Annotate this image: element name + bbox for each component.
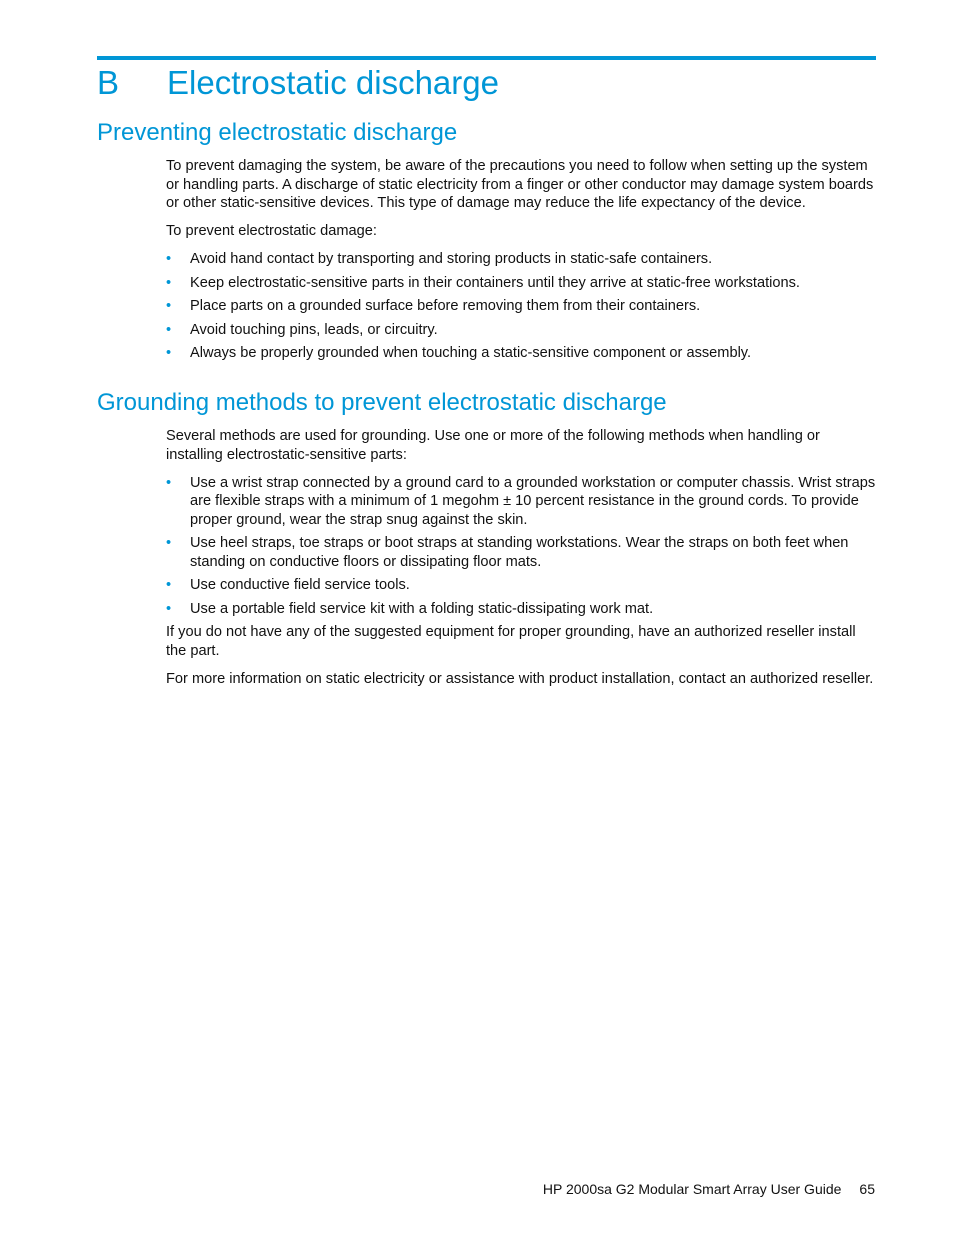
bullet-icon: • xyxy=(166,251,172,268)
bullet-icon: • xyxy=(166,298,172,315)
section-heading-preventing: Preventing electrostatic discharge xyxy=(97,119,458,146)
list-item xyxy=(166,600,876,619)
list-item-text: Use a portable field service kit with a folding static-dissipating work mat. xyxy=(190,600,654,617)
list-item xyxy=(166,534,876,571)
section-body-grounding xyxy=(166,427,876,689)
page-footer xyxy=(543,1179,875,1199)
list-item-text: Avoid touching pins, leads, or circuitry. xyxy=(190,321,438,338)
chapter-title: Electrostatic discharge xyxy=(167,64,499,101)
bullet-icon: • xyxy=(166,577,172,594)
list-item-text: Use conductive field service tools. xyxy=(190,577,410,594)
list-item xyxy=(166,274,876,293)
list-item-text: Avoid hand contact by transporting and storing products in static-safe containers. xyxy=(190,251,713,268)
bullet-icon: • xyxy=(166,600,172,617)
list-item xyxy=(166,321,876,340)
more-info-paragraph: For more information on static electricity or assistance with product installation, contact an authorized reseller. xyxy=(166,670,874,687)
list-item-text: Always be properly grounded when touching a static-sensitive component or assembly. xyxy=(190,345,752,362)
list-item xyxy=(166,297,876,316)
bullet-icon: • xyxy=(166,345,172,362)
list-item-text: Use heel straps, toe straps or boot straps at standing workstations. Wear the straps on both feet when standing on conductive floors or dissipating floor mats. xyxy=(190,535,849,570)
grounding-methods-list xyxy=(166,474,876,619)
lead-in-paragraph: To prevent electrostatic damage: xyxy=(166,223,377,240)
intro-paragraph: To prevent damaging the system, be aware of the precautions you need to follow when setting up the system or handling parts. A discharge of static electricity from a finger or other conductor may damage system boards or other static-sensitive devices. This type of damage may reduce the life expectancy of the device. xyxy=(166,158,874,212)
bullet-icon: • xyxy=(166,274,172,291)
list-item xyxy=(166,576,876,595)
footer-page-number: 65 xyxy=(859,1181,875,1197)
precautions-list xyxy=(166,250,876,363)
no-equipment-paragraph: If you do not have any of the suggested equipment for proper grounding, have an authorized reseller install the part. xyxy=(166,624,856,659)
list-item-text: Use a wrist strap connected by a ground card to a grounded workstation or computer chassis. Wrist straps are flexible straps with a minimum of 1 megohm ± 10 percent resistance in the ground cords. To provide proper ground, wear the strap snug against the skin. xyxy=(190,474,876,528)
list-item xyxy=(166,250,876,269)
chapter-letter: B xyxy=(97,64,120,101)
bullet-icon: • xyxy=(166,474,172,491)
list-item xyxy=(166,474,876,530)
bullet-icon: • xyxy=(166,321,172,338)
list-item xyxy=(166,344,876,363)
section-body-preventing xyxy=(166,157,876,368)
list-item-text: Place parts on a grounded surface before removing them from their containers. xyxy=(190,298,701,315)
bullet-icon: • xyxy=(166,535,172,552)
grounding-intro-paragraph: Several methods are used for grounding. Use one or more of the following methods when handling or installing electrostatic-sensitive parts: xyxy=(166,428,820,463)
footer-doc-title: HP 2000sa G2 Modular Smart Array User Guide xyxy=(542,1181,842,1197)
section-heading-grounding: Grounding methods to prevent electrostatic discharge xyxy=(97,389,667,416)
list-item-text: Keep electrostatic-sensitive parts in their containers until they arrive at static-free workstations. xyxy=(190,274,800,291)
